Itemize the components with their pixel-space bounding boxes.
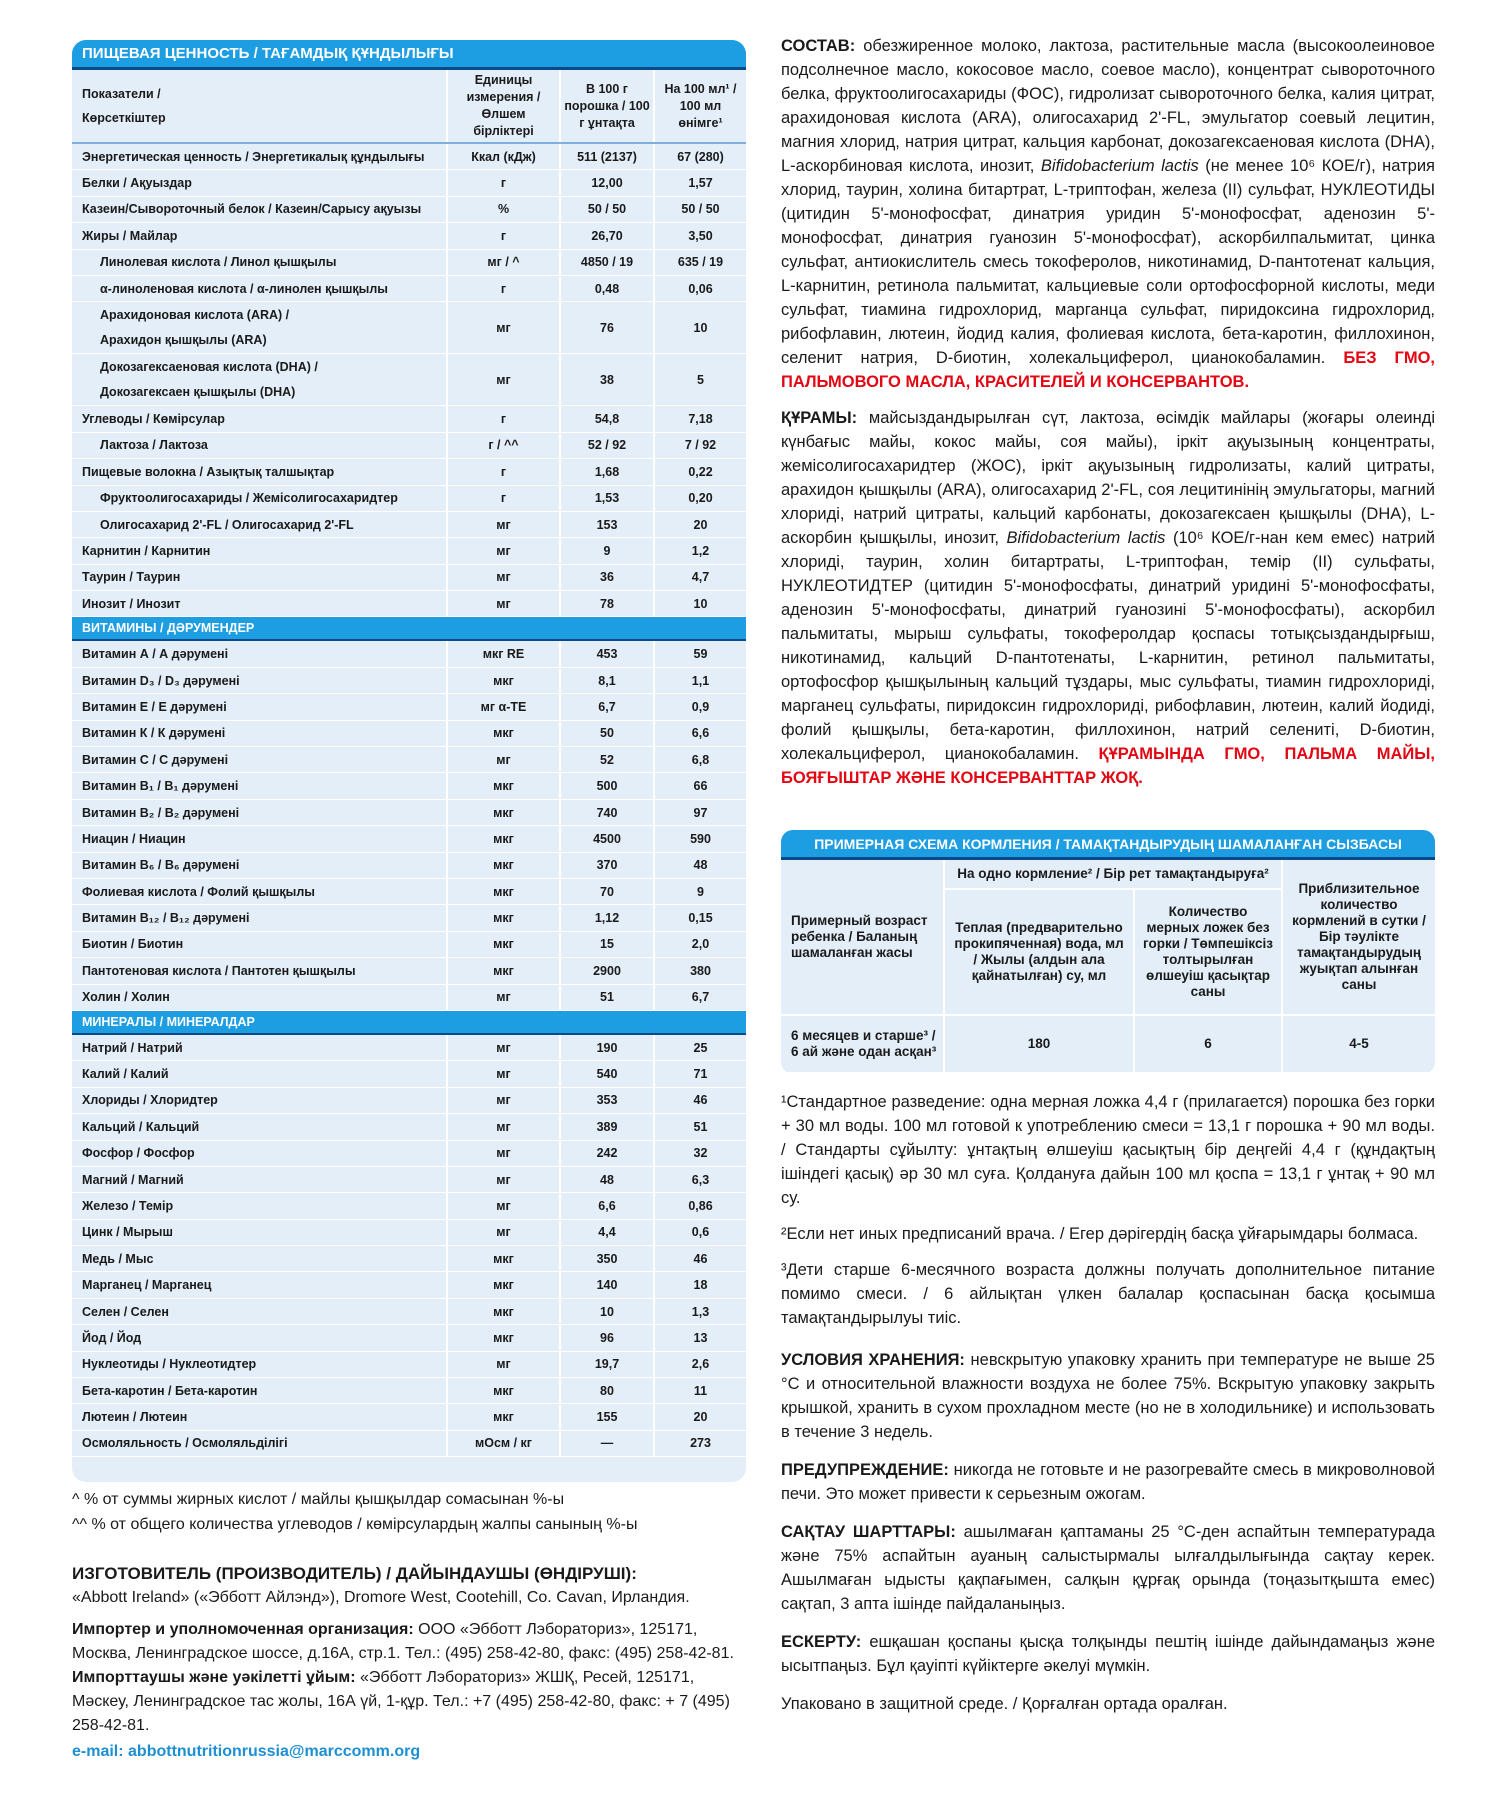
value-per-100g: 4500 <box>559 826 653 851</box>
storage-kz: САҚТАУ ШАРТТАРЫ: ашылмаған қаптаманы 25 °С-ден аспайтын температурада және 75% аспайтын ауаның салыстырмалы ылғалдылығында сақтау керек. Ашылмаған ыдысты қақпағымен, салқын құрғақ орында (тоңазытқышта емес) сақтап, 3 апта ішінде пайдаланыңыз. <box>781 1523 1436 1613</box>
nutrient-unit: мкг <box>446 958 559 983</box>
nutrient-name: Нуклеотиды / Нуклеотидтер <box>82 1357 257 1372</box>
nutrient-unit: мг <box>446 1088 559 1113</box>
value-per-100g: 242 <box>559 1141 653 1166</box>
value-per-100ml: 18 <box>653 1272 746 1297</box>
nutrient-unit: мг <box>446 591 559 616</box>
nutrient-name: Железо / Темір <box>82 1198 174 1213</box>
table-row <box>72 773 746 799</box>
warning-ru: ПРЕДУПРЕЖДЕНИЕ: никогда не готовьте и не разогревайте смесь в микроволновой печи. Это может привести к серьезным ожогам. <box>781 1461 1436 1503</box>
nutrient-unit: мг <box>446 747 559 772</box>
table-row <box>72 486 746 512</box>
value-per-100ml: 46 <box>653 1088 746 1113</box>
nutrient-unit: мкг <box>446 668 559 693</box>
table-row <box>72 1352 746 1378</box>
value-per-100g: 353 <box>559 1088 653 1113</box>
nutrient-unit: мг <box>446 1167 559 1192</box>
feeding-table <box>781 830 1435 1074</box>
table-row <box>72 223 746 249</box>
table-row <box>72 1035 746 1061</box>
nutrient-unit: мкг <box>446 1299 559 1324</box>
value-per-100ml: 10 <box>653 591 746 616</box>
nutrient-unit: мг <box>446 1141 559 1166</box>
nutrient-name: Витамин B₂ / B₂ дәрумені <box>82 805 240 820</box>
table-row <box>72 747 746 773</box>
footnote-2: ²Если нет иных предписаний врача. / Егер дәрігердің басқа ұйғарымдары болмаса. <box>781 1225 1419 1243</box>
table-row <box>72 250 746 276</box>
section-vitamins: ВИТАМИНЫ / ДӘРУМЕНДЕР <box>72 617 746 641</box>
value-per-100g: 50 <box>559 721 653 746</box>
value-per-100ml: 66 <box>653 773 746 798</box>
table-row <box>72 1220 746 1246</box>
composition-ru: СОСТАВ: обезжиренное молоко, лактоза, растительные масла (высокоолеиновое подсолнечное масло, кокосовое масло, соевое масло), концентрат сывороточного белка, фруктоолигосахариды (ФОС), гидролизат сывороточного белка, калия цитрат, арахидоновая кислота (ARA), олигосахарид 2'-FL, эмульгатор соевый лецитин, магния хлорид, натрия цитрат, кальция карбонат, докозагексаеновая кислота (DHA), L-аскорбиновая кислота, инозит, Bifidobacterium lactis (не менее 10⁶ КОЕ/г), натрия хлорид, таурин, холина битартрат, L-триптофан, железа (II) сульфат, НУКЛЕОТИДЫ (цитидин 5'-монофосфат, динатрия уридин 5'-монофосфат, аденозин 5'-монофосфат, динатрия гуанозин 5'-монофосфат), аскорбилпальмитат, цинка сульфат, антиокислитель смесь токоферолов, никотинамид, D-пантотенат кальция, L-карнитин, ретинола пальмитат, кальциевые соли ортофосфорной кислоты, меди сульфат, тиамина гидрохлорид, марганца сульфат, пиридоксина гидрохлорид, рибофлавин, лютеин, йодид калия, фолиевая кислота, бета-каротин, филлохинон, селенит натрия, D-биотин, холекальциферол, цианокобаламин. БЕЗ ГМО, ПАЛЬМОВОГО МАСЛА, КРАСИТЕЛЕЙ И КОНСЕРВАНТОВ. <box>781 37 1435 391</box>
value-per-100ml: 1,3 <box>653 1299 746 1324</box>
nutrient-name: Йод / Йод <box>82 1330 142 1345</box>
composition-kz-warning: ҚҰРАМЫНДА ГМО, ПАЛЬМА МАЙЫ, БОЯҒЫШТАР ЖӘНЕ КОНСЕРВАНТТАР ЖОҚ. <box>781 745 1435 787</box>
value-per-100ml: 0,86 <box>653 1193 746 1218</box>
nutrient-name: Медь / Мыс <box>82 1251 154 1266</box>
value-per-100ml: 5 <box>653 354 746 405</box>
table-row <box>72 1272 746 1298</box>
value-per-100ml: 1,2 <box>653 538 746 563</box>
nutrient-name: Докозагексаеновая кислота (DHA) / Докозагексаен қышқылы (DHA) <box>100 359 318 399</box>
value-per-100g: 48 <box>559 1167 653 1192</box>
value-per-100ml: 4,7 <box>653 565 746 590</box>
value-per-100g: 9 <box>559 538 653 563</box>
nutrient-name: Энергетическая ценность / Энергетикалық құндылығы <box>82 149 425 164</box>
value-per-100g: 80 <box>559 1378 653 1403</box>
nutrient-unit: мкг <box>446 879 559 904</box>
nutrient-unit: мкг <box>446 1378 559 1403</box>
manufacturer-block <box>72 1562 752 1764</box>
nutrient-name: Витамин С / С дәрумені <box>82 752 229 767</box>
value-per-100g: 511 (2137) <box>559 144 653 169</box>
table-row <box>72 641 746 667</box>
table-row <box>72 1141 746 1167</box>
fatty-acid-note: ^ % от суммы жирных кислот / майлы қышқылдар сомасынан %-ы <box>72 1491 565 1508</box>
nutrient-unit: мкг <box>446 1272 559 1297</box>
nutrient-name: Олигосахарид 2'-FL / Олигосахарид 2'-FL <box>100 517 354 532</box>
table-row <box>72 276 746 302</box>
value-per-100ml: 0,9 <box>653 694 746 719</box>
value-per-100ml: 0,15 <box>653 905 746 930</box>
nutrient-unit: мг <box>446 565 559 590</box>
nutrient-name: Углеводы / Көмірсулар <box>82 412 225 427</box>
one-feeding-header: На одно кормление² / Бір рет тамақтандыруға² <box>943 860 1281 890</box>
nutrient-name: Селен / Селен <box>82 1304 169 1319</box>
value-per-100g: 500 <box>559 773 653 798</box>
value-per-100g: 8,1 <box>559 668 653 693</box>
nutrient-name: Карнитин / Карнитин <box>82 543 211 558</box>
value-per-100ml: 2,6 <box>653 1352 746 1377</box>
value-per-100g: 2900 <box>559 958 653 983</box>
nutrient-unit: мкг <box>446 905 559 930</box>
value-per-100ml: 51 <box>653 1114 746 1139</box>
value-per-100ml: 0,6 <box>653 1220 746 1245</box>
nutrient-name: Калий / Калий <box>82 1067 169 1082</box>
value-per-100g: 54,8 <box>559 406 653 431</box>
value-per-100g: 52 <box>559 747 653 772</box>
table-row <box>72 591 746 617</box>
value-per-100ml: 1,57 <box>653 170 746 195</box>
age-value: 6 месяцев и старше³ / 6 ай және одан асқан³ <box>781 1016 943 1074</box>
nutrient-unit: мкг <box>446 800 559 825</box>
nutrient-unit: мг <box>446 985 559 1010</box>
nutrient-name: Ниацин / Ниацин <box>82 831 186 846</box>
nutrient-unit: мг <box>446 354 559 405</box>
value-per-100ml: 20 <box>653 1404 746 1429</box>
nutrient-name: Холин / Холин <box>82 990 170 1005</box>
nutrient-unit: мг <box>446 1035 559 1060</box>
nutrient-unit: мг <box>446 1114 559 1139</box>
table-row <box>72 170 746 196</box>
nutrient-unit: г <box>446 459 559 484</box>
nutrient-unit: мг α-TE <box>446 694 559 719</box>
value-per-100g: 1,68 <box>559 459 653 484</box>
nutrient-name: Таурин / Таурин <box>82 570 181 585</box>
value-per-100ml: 11 <box>653 1378 746 1403</box>
value-per-100g: 4850 / 19 <box>559 250 653 275</box>
nutrient-name: Натрий / Натрий <box>82 1040 183 1055</box>
value-per-100ml: 32 <box>653 1141 746 1166</box>
email-link[interactable]: e-mail: abbottnutritionrussia@marccomm.org <box>72 1743 421 1760</box>
nutrient-name: Пищевые волокна / Азықтық талшықтар <box>82 464 335 479</box>
feedings-count-header: Приблизительное количество кормлений в сутки / Бір тәулікте тамақтандырудың жуықтап алынған саны <box>1281 860 1435 1016</box>
nutrient-name: Витамин B₁ / B₁ дәрумені <box>82 779 239 794</box>
nutrient-name: Витамин А / А дәрумені <box>82 647 229 662</box>
table-row <box>72 905 746 931</box>
table-row <box>72 354 746 406</box>
value-per-100ml: 7,18 <box>653 406 746 431</box>
nutrient-unit: г <box>446 406 559 431</box>
table-row <box>72 197 746 223</box>
nutrient-unit: мкг <box>446 1246 559 1271</box>
value-per-100g: 76 <box>559 302 653 353</box>
value-per-100ml: 6,8 <box>653 747 746 772</box>
right-column <box>781 34 1435 1716</box>
table-row <box>72 302 746 354</box>
value-per-100g: 4,4 <box>559 1220 653 1245</box>
value-per-100g: 1,12 <box>559 905 653 930</box>
nutrient-unit: г / ^^ <box>446 433 559 458</box>
table-row <box>72 932 746 958</box>
nutrient-unit: мг <box>446 512 559 537</box>
spoons-value: 6 <box>1133 1016 1281 1074</box>
nutrient-unit: мкг <box>446 853 559 878</box>
table-row <box>72 958 746 984</box>
value-per-100ml: 48 <box>653 853 746 878</box>
nutrient-unit: мг / ^ <box>446 250 559 275</box>
nutrient-name: Пантотеновая кислота / Пантотен қышқылы <box>82 963 356 978</box>
value-per-100ml: 3,50 <box>653 223 746 248</box>
value-per-100ml: 10 <box>653 302 746 353</box>
value-per-100g: 370 <box>559 853 653 878</box>
table-notes <box>72 1487 637 1537</box>
nutrient-unit: мг <box>446 1193 559 1218</box>
table-row <box>72 1299 746 1325</box>
table-row <box>72 144 746 170</box>
nutrient-unit: г <box>446 223 559 248</box>
value-per-100g: 51 <box>559 985 653 1010</box>
table-row <box>72 1431 746 1457</box>
table-row <box>72 1061 746 1087</box>
value-per-100ml: 13 <box>653 1325 746 1350</box>
value-per-100g: 12,00 <box>559 170 653 195</box>
nutrient-unit: мг <box>446 538 559 563</box>
value-per-100g: 36 <box>559 565 653 590</box>
nutrient-name: Биотин / Биотин <box>82 937 184 952</box>
feedings-count-value: 4-5 <box>1281 1016 1435 1074</box>
nutrient-unit: г <box>446 276 559 301</box>
value-per-100g: 155 <box>559 1404 653 1429</box>
value-per-100g: 38 <box>559 354 653 405</box>
footnote-1: ¹Стандартное разведение: одна мерная ложка 4,4 г (прилагается) порошка без горки + 30 мл воды. 100 мл готовой к употреблению смеси = 13,1 г порошка + 90 мл воды. / Стандарты сұйылту: ұнтақтың өлшеуіш қасықтың бір деңгейі 4,4 г (құндақтың ішіндегі қасық) әр 30 мл суға. Қолдануға дайын 100 мл қоспа = 13,1 г ұнтақ + 90 мл су. <box>781 1093 1435 1207</box>
table-row <box>72 853 746 879</box>
footnote-3: ³Дети старше 6-месячного возраста должны получать дополнительное питание помимо смеси. / 6 айлықтан үлкен балалар қоспасынан басқа қосымша тамақтандырылуы тиіс. <box>781 1261 1435 1327</box>
value-per-100ml: 9 <box>653 879 746 904</box>
table-row <box>72 565 746 591</box>
nutrient-unit: мкг RE <box>446 641 559 666</box>
value-per-100ml: 71 <box>653 1061 746 1086</box>
nutrient-name: Витамин B₁₂ / B₁₂ дәрумені <box>82 911 250 926</box>
nutrition-title: ПИЩЕВАЯ ЦЕННОСТЬ / ТАҒАМДЫҚ ҚҰНДЫЛЫҒЫ <box>72 40 746 70</box>
nutrient-name: Фосфор / Фосфор <box>82 1146 195 1161</box>
nutrient-unit: г <box>446 170 559 195</box>
value-per-100ml: 2,0 <box>653 932 746 957</box>
table-row <box>72 721 746 747</box>
value-per-100g: 190 <box>559 1035 653 1060</box>
value-per-100ml: 6,3 <box>653 1167 746 1192</box>
carbohydrate-note: ^^ % от общего количества углеводов / көмірсулардың жалпы санының %-ы <box>72 1516 638 1533</box>
nutrient-unit: мг <box>446 1061 559 1086</box>
table-row <box>72 538 746 564</box>
table-row <box>72 800 746 826</box>
value-per-100g: 540 <box>559 1061 653 1086</box>
per100ml-header: На 100 мл¹ / 100 мл өнімге¹ <box>653 70 746 142</box>
table-row <box>72 826 746 852</box>
nutrient-unit: % <box>446 197 559 222</box>
value-per-100g: 19,7 <box>559 1352 653 1377</box>
nutrient-name: α-линоленовая кислота / α-линолен қышқылы <box>100 281 388 296</box>
nutrient-unit: мкг <box>446 1404 559 1429</box>
value-per-100ml: 20 <box>653 512 746 537</box>
table-row <box>72 1088 746 1114</box>
nutrient-unit: мг <box>446 1220 559 1245</box>
nutrient-unit: мОсм / кг <box>446 1431 559 1456</box>
nutrient-name: Казеин/Сывороточный белок / Казеин/Сарысу ақуызы <box>82 202 422 217</box>
value-per-100g: 78 <box>559 591 653 616</box>
value-per-100g: 389 <box>559 1114 653 1139</box>
value-per-100g: 70 <box>559 879 653 904</box>
indicator-header: Показатели / Көрсеткіштер <box>82 87 166 125</box>
table-row <box>72 1404 746 1430</box>
packed-note: Упаковано в защитной среде. / Қорғалған ортада оралған. <box>781 1695 1228 1713</box>
table-row <box>72 985 746 1011</box>
value-per-100ml: 6,6 <box>653 721 746 746</box>
nutrient-unit: мкг <box>446 1325 559 1350</box>
manufacturer-address: «Abbott Ireland» («Эбботт Айлэнд»), Dromore West, Cootehill, Co. Cavan, Ирландия. <box>72 1589 690 1606</box>
nutrient-name: Арахидоновая кислота (ARA) / Арахидон қышқылы (ARA) <box>100 307 290 347</box>
nutrient-unit: Ккал (кДж) <box>446 144 559 169</box>
nutrition-table <box>72 40 746 1482</box>
table-row <box>72 1246 746 1272</box>
table-row <box>72 668 746 694</box>
value-per-100g: 26,70 <box>559 223 653 248</box>
nutrient-name: Витамин D₃ / D₃ дәрумені <box>82 673 240 688</box>
nutrient-unit: мкг <box>446 932 559 957</box>
value-per-100ml: 97 <box>653 800 746 825</box>
value-per-100ml: 67 (280) <box>653 144 746 169</box>
value-per-100g: 1,53 <box>559 486 653 511</box>
nutrient-name: Витамин Е / Е дәрумені <box>82 699 227 714</box>
warning-kz: ЕСКЕРТУ: ешқашан қоспаны қысқа толқынды пештің ішінде дайындамаңыз және ысытпаңыз. Бұл қауіпті күйіктерге әкелуі мүмкін. <box>781 1633 1435 1675</box>
value-per-100g: 0,48 <box>559 276 653 301</box>
value-per-100g: 153 <box>559 512 653 537</box>
value-per-100g: 453 <box>559 641 653 666</box>
nutrient-name: Фолиевая кислота / Фолий қышқылы <box>82 884 315 899</box>
nutrient-unit: мг <box>446 302 559 353</box>
importer-kz: Импорттаушы және уәкілетті ұйым: «Эбботт Лэбораториз» ЖШҚ, Ресей, 125171, Мәскеу, Ленинградское тас жолы, 16А үй, 1-құр. Тел.: +7 (495) 258-42-80, факс: + 7 (495) 258-42-81. <box>72 1669 730 1734</box>
nutrient-name: Цинк / Мырыш <box>82 1225 173 1240</box>
storage-ru: УСЛОВИЯ ХРАНЕНИЯ: невскрытую упаковку хранить при температуре не выше 25 °С и относительной влажности воздуха не более 75%. Вскрытую упаковку закрыть крышкой, хранить в сухом прохладном месте (но не в холодильнике) и использовать в течение 3 недель. <box>781 1351 1435 1441</box>
nutrition-rows <box>72 144 746 1457</box>
nutrient-name: Магний / Магний <box>82 1172 184 1187</box>
nutrient-name: Витамин К / К дәрумені <box>82 726 226 741</box>
value-per-100ml: 590 <box>653 826 746 851</box>
value-per-100ml: 59 <box>653 641 746 666</box>
nutrient-unit: мкг <box>446 826 559 851</box>
value-per-100g: 96 <box>559 1325 653 1350</box>
nutrient-name: Фруктоолигосахариды / Жемісолигосахаридтер <box>100 491 398 506</box>
table-row <box>72 1114 746 1140</box>
nutrient-name: Инозит / Инозит <box>82 596 181 611</box>
importer-ru: Импортер и уполномоченная организация: ООО «Эбботт Лэбораториз», 125171, Москва, Ленинградское шоссе, д.16А, стр.1. Тел.: (495) 258-42-80, факс: (495) 258-42-81. <box>72 1621 734 1662</box>
composition-ru-warning: БЕЗ ГМО, ПАЛЬМОВОГО МАСЛА, КРАСИТЕЛЕЙ И КОНСЕРВАНТОВ. <box>781 349 1435 391</box>
nutrient-name: Лютеин / Лютеин <box>82 1410 188 1425</box>
value-per-100g: 740 <box>559 800 653 825</box>
section-minerals: МИНЕРАЛЫ / МИНЕРАЛДАР <box>72 1011 746 1035</box>
table-row <box>72 459 746 485</box>
table-row <box>72 1193 746 1219</box>
nutrient-name: Бета-каротин / Бета-каротин <box>82 1383 258 1398</box>
value-per-100g: 52 / 92 <box>559 433 653 458</box>
table-row <box>72 879 746 905</box>
nutrient-name: Хлориды / Хлоридтер <box>82 1093 218 1108</box>
nutrient-name: Осмоляльность / Осмоляльділігі <box>82 1436 288 1451</box>
value-per-100g: — <box>559 1431 653 1456</box>
value-per-100ml: 7 / 92 <box>653 433 746 458</box>
spoons-header: Количество мерных ложек без горки / Төмпешіксіз толтырылған өлшеуіш қасықтар саны <box>1133 890 1281 1016</box>
nutrient-name: Белки / Ақуыздар <box>82 176 192 191</box>
nutrition-column-header <box>72 70 746 144</box>
water-header: Теплая (предварительно прокипяченная) вода, мл / Жылы (алдын ала қайнатылған) су, мл <box>943 890 1133 1016</box>
value-per-100ml: 46 <box>653 1246 746 1271</box>
per100g-header: В 100 г порошка / 100 г ұнтақта <box>559 70 653 142</box>
nutrient-name: Кальций / Кальций <box>82 1119 200 1134</box>
nutrient-unit: мг <box>446 1352 559 1377</box>
nutrient-name: Жиры / Майлар <box>82 228 178 243</box>
value-per-100ml: 0,06 <box>653 276 746 301</box>
table-row <box>72 1325 746 1351</box>
value-per-100ml: 50 / 50 <box>653 197 746 222</box>
nutrient-name: Линолевая кислота / Линол қышқылы <box>100 255 337 270</box>
value-per-100ml: 273 <box>653 1431 746 1456</box>
value-per-100ml: 380 <box>653 958 746 983</box>
value-per-100ml: 25 <box>653 1035 746 1060</box>
value-per-100g: 350 <box>559 1246 653 1271</box>
water-value: 180 <box>943 1016 1133 1074</box>
value-per-100g: 140 <box>559 1272 653 1297</box>
nutrient-unit: г <box>446 486 559 511</box>
value-per-100ml: 1,1 <box>653 668 746 693</box>
table-row <box>72 1167 746 1193</box>
value-per-100ml: 0,22 <box>653 459 746 484</box>
table-row <box>72 512 746 538</box>
nutrient-unit: мкг <box>446 773 559 798</box>
table-row <box>72 406 746 432</box>
composition-kz: ҚҰРАМЫ: майсыздандырылған сүт, лактоза, өсімдік майлары (жоғары олеинді күнбағыс майы, кокос майы, соя майы), іркіт ақуызының концентраты, жемісолигосахаридтер (ЖОС), іркіт ақуызының гидролизаты, калий цитраты, арахидон қышқылы (ARA), олигосахарид 2'-FL, соя лецитинінің эмульгаторы, магний хлориді, натрий цитраты, кальций карбонаты, докозагексаен қышқылы (DHA), L-аскорбин қышқылы, инозит, Bifidobacterium lactis (10⁶ КОЕ/г-нан кем емес) натрий хлориді, таурин, холин битартраты, L-триптофан, темір (II) сульфаты, НУКЛЕОТИДТЕР (цитидин 5'-монофосфаты, динатрий уридині 5'-монофосфаты, аденозин 5'-монофосфаты, динатрий гуанозині 5'-монофосфаты), аскорбил пальмитаты, мырыш сульфаты, токоферолдар қоспасы тотықсыздандырғыш, никотинамид, кальций D-пантотенаты, L-карнитин, ретинол пальмитаты, ортофосфор қышқылының кальций тұздары, мыс сульфаты, тиамин гидрохлориді, марганец сульфаты, пиридоксин гидрохлориді, рибофлавин, лютеин, калий йодиді, фолий қышқылы, бета-каротин, филлохинон, натрий селениті, D-биотин, холекальциферол, цианокобаламин. ҚҰРАМЫНДА ГМО, ПАЛЬМА МАЙЫ, БОЯҒЫШТАР ЖӘНЕ КОНСЕРВАНТТАР ЖОҚ. <box>781 409 1436 787</box>
nutrient-name: Марганец / Марганец <box>82 1278 212 1293</box>
value-per-100ml: 6,7 <box>653 985 746 1010</box>
table-row <box>72 694 746 720</box>
value-per-100g: 15 <box>559 932 653 957</box>
nutrient-name: Витамин B₆ / B₆ дәрумені <box>82 858 240 873</box>
manufacturer-title: ИЗГОТОВИТЕЛЬ (ПРОИЗВОДИТЕЛЬ) / ДАЙЫНДАУШЫ (ӨНДІРУШІ): <box>72 1564 637 1583</box>
nutrient-name: Лактоза / Лактоза <box>100 438 208 453</box>
value-per-100g: 6,6 <box>559 1193 653 1218</box>
age-header: Примерный возраст ребенка / Баланың шамаланған жасы <box>781 860 943 1016</box>
value-per-100g: 50 / 50 <box>559 197 653 222</box>
value-per-100ml: 0,20 <box>653 486 746 511</box>
feeding-title: ПРИМЕРНАЯ СХЕМА КОРМЛЕНИЯ / ТАМАҚТАНДЫРУДЫҢ ШАМАЛАНҒАН СЫЗБАСЫ <box>781 830 1435 860</box>
value-per-100g: 10 <box>559 1299 653 1324</box>
table-row <box>72 1378 746 1404</box>
value-per-100ml: 635 / 19 <box>653 250 746 275</box>
value-per-100g: 6,7 <box>559 694 653 719</box>
nutrient-unit: мкг <box>446 721 559 746</box>
table-row <box>72 433 746 459</box>
unit-header: Единицы измерения / Өлшем бірліктері <box>446 70 559 142</box>
